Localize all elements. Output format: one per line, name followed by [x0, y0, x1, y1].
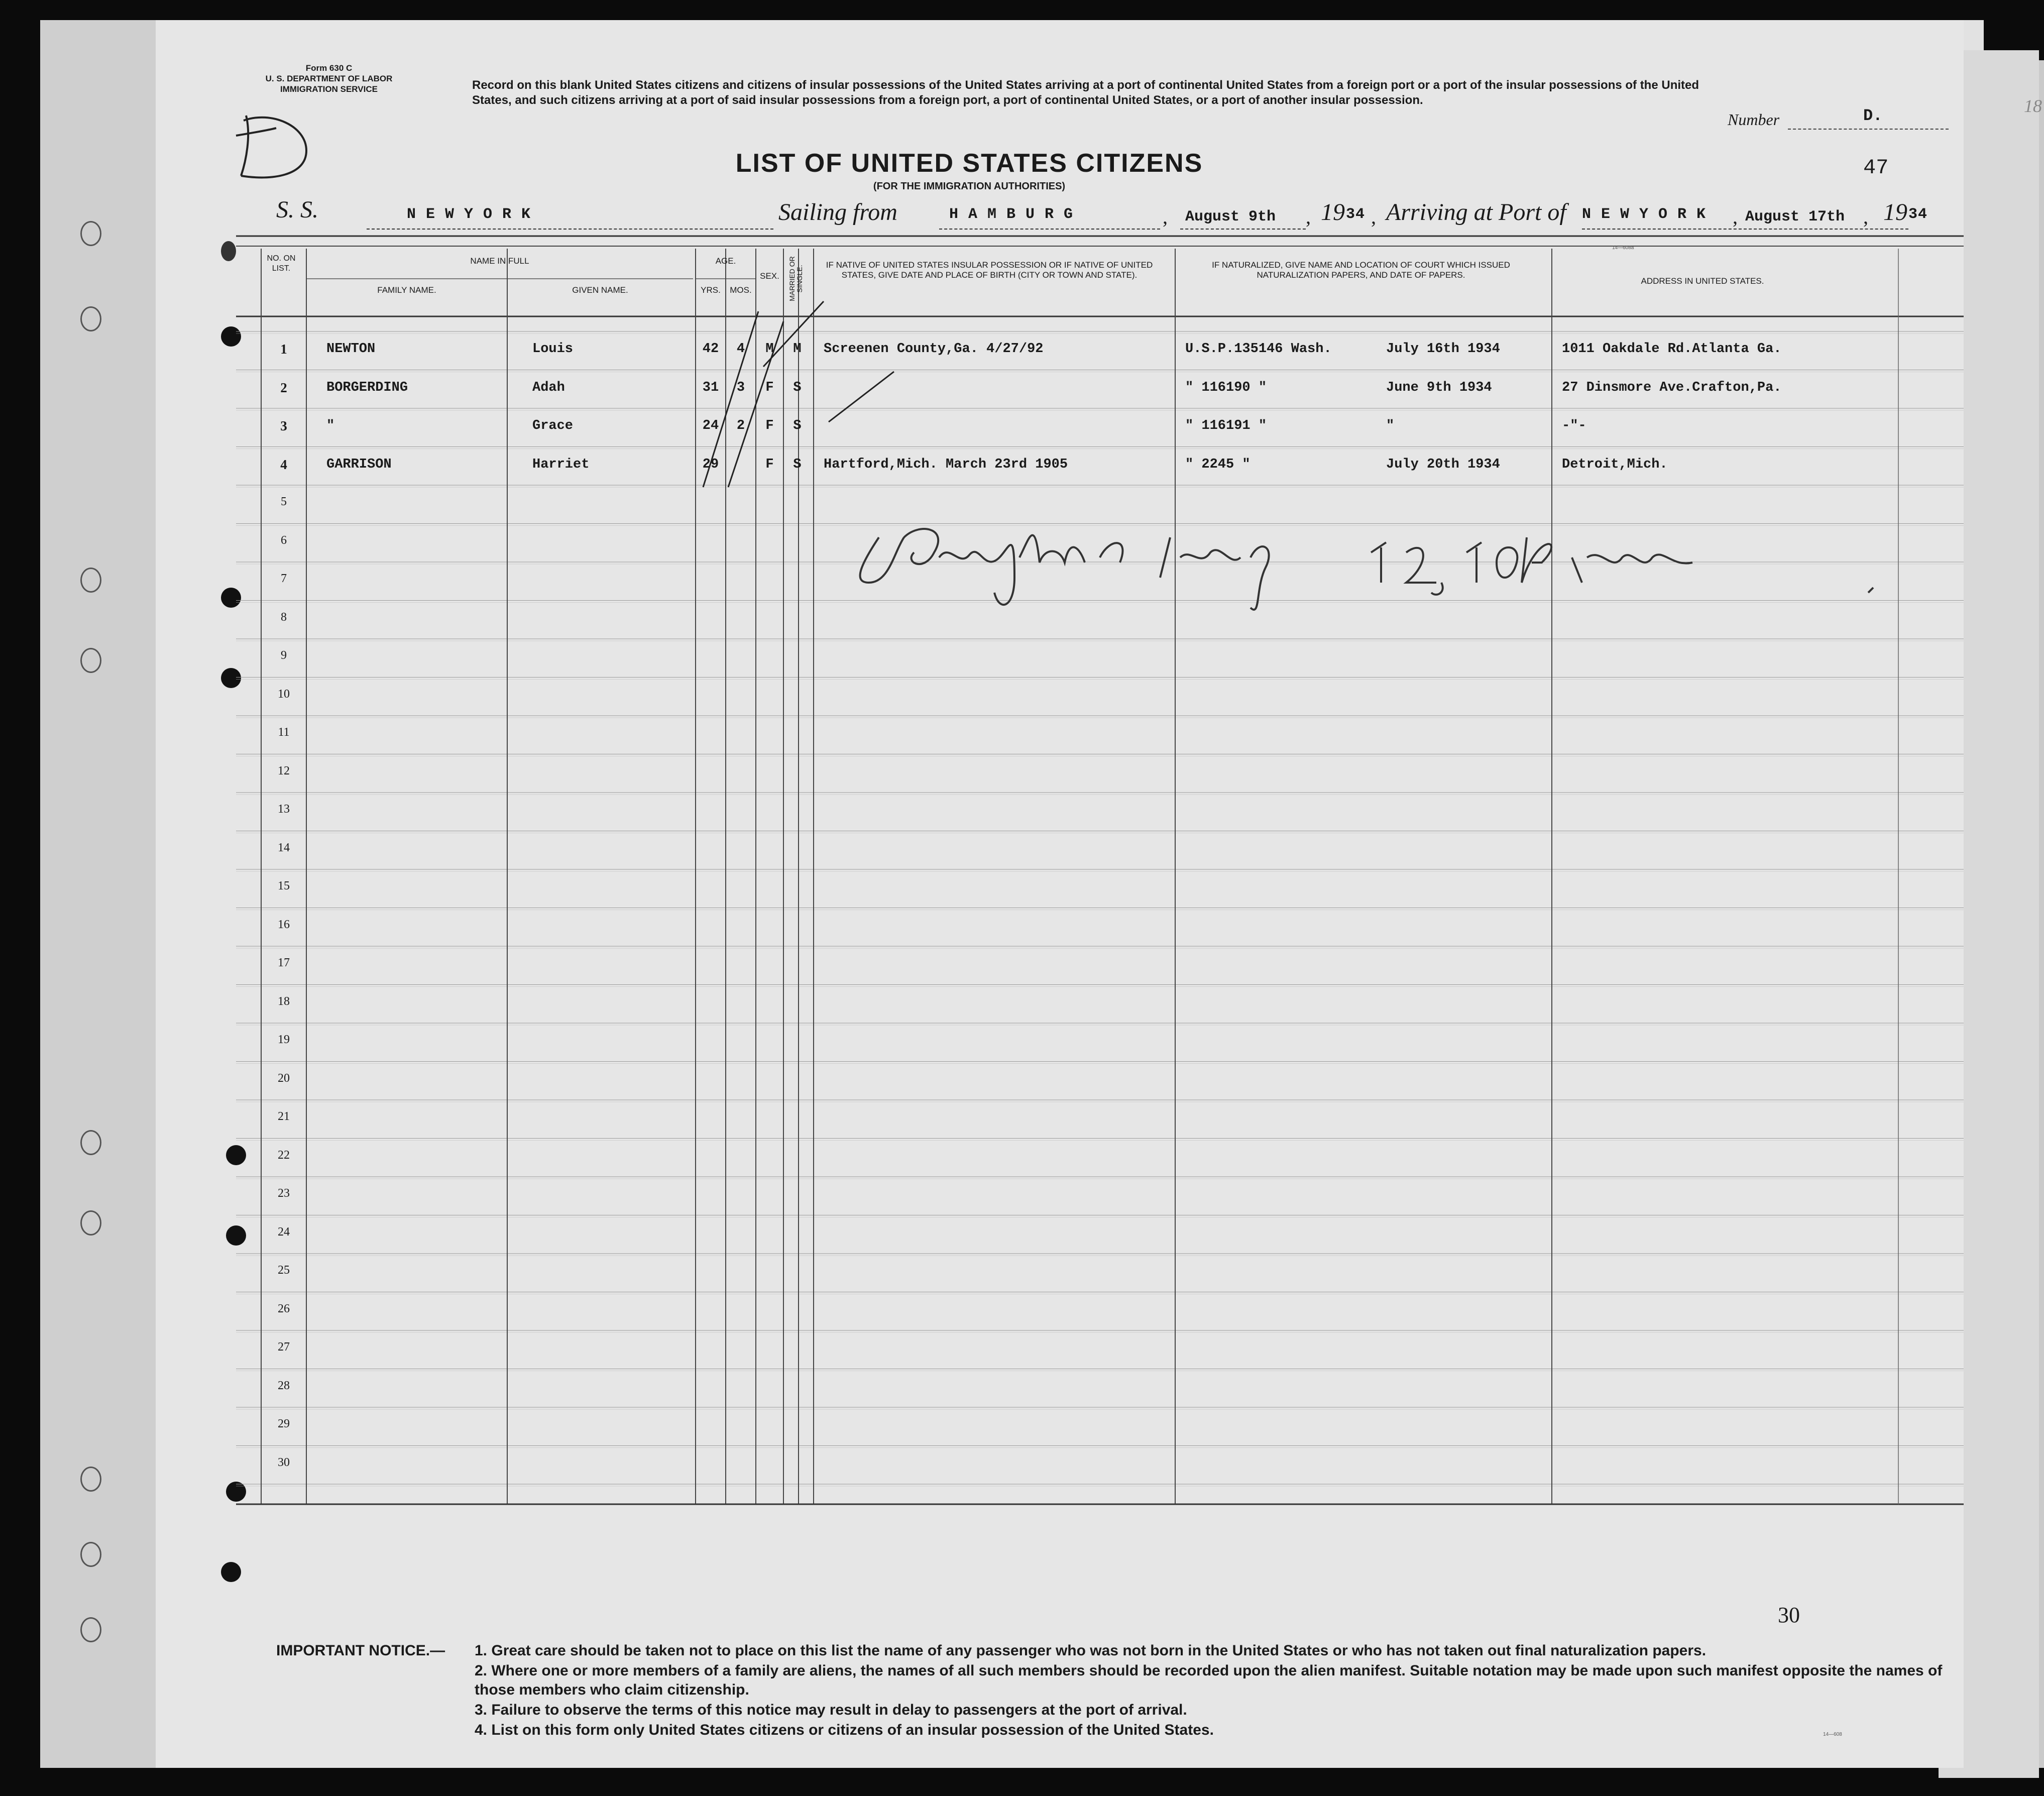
- naturalization-date: July 20th 1934: [1386, 457, 1500, 472]
- naturalization-number: " 116191 ": [1185, 418, 1267, 433]
- comma: ,: [1163, 205, 1168, 228]
- instruction-text: Record on this blank United States citizens and citizens of insular possessions of the United States arriving at a port of continental United States from a foreign port or a port of the insular possessions of the United States, and such citizens arriving at a port of said insular possessions from a foreign port, a port of continental United States, or a port of another insular possession.: [472, 78, 1699, 107]
- row-number: 22: [278, 1148, 290, 1162]
- row-number: 9: [281, 649, 287, 662]
- header-address: ADDRESS IN UNITED STATES.: [1641, 276, 1764, 286]
- age-years: 42: [702, 342, 719, 357]
- sex: F: [765, 380, 774, 395]
- age-months: 4: [736, 342, 745, 357]
- given-name: Harriet: [532, 457, 590, 472]
- us-address: 27 Dinsmore Ave.Crafton,Pa.: [1562, 380, 1782, 395]
- manifest-sheet: [156, 20, 2042, 1768]
- row-number: 16: [278, 918, 290, 931]
- row-number: 21: [278, 1110, 290, 1123]
- age-years: 29: [702, 457, 719, 472]
- pen-stroke: [824, 367, 899, 427]
- naturalization-number: " 116190 ": [1185, 380, 1267, 395]
- row-number: 10: [278, 687, 290, 701]
- header-name-in-full: NAME IN FULL: [470, 256, 529, 266]
- marital-status: S: [793, 457, 802, 472]
- comma: ,: [1306, 205, 1311, 228]
- comma: ,: [1863, 205, 1868, 228]
- margin-pencil-mark: 18: [2024, 96, 2042, 116]
- header-given-name: GIVEN NAME.: [572, 285, 628, 295]
- age-years: 24: [702, 418, 719, 433]
- binding-ring: [80, 1542, 101, 1567]
- sail-year-prefix: 19: [1321, 199, 1345, 226]
- sailing-from-label: Sailing from: [778, 199, 897, 226]
- binding-strip: [40, 20, 156, 1768]
- naturalization-number: U.S.P.135146 Wash.: [1185, 342, 1332, 357]
- row-number: 6: [281, 533, 287, 547]
- row-number: 13: [278, 803, 290, 816]
- sex: M: [765, 342, 774, 357]
- age-years: 31: [702, 380, 719, 395]
- arrival-port: N E W Y O R K: [1582, 206, 1707, 223]
- family-name: NEWTON: [326, 342, 376, 357]
- row-number: 25: [278, 1264, 290, 1277]
- binding-ring: [80, 1210, 101, 1236]
- header-sex: SEX.: [760, 271, 779, 281]
- header-native-insular: IF NATIVE OF UNITED STATES INSULAR POSSESSION OR IF NATIVE OF UNITED STATES, GIVE DATE AND PLACE OF BIRTH (CITY OR TOWN AND STATE).: [826, 260, 1153, 280]
- sheet-number: 30: [1778, 1603, 1800, 1627]
- us-address: 1011 Oakdale Rd.Atlanta Ga.: [1562, 342, 1782, 357]
- service-name: IMMIGRATION SERVICE: [280, 84, 378, 94]
- number-value: D.: [1863, 106, 1883, 125]
- family-name: ": [326, 418, 335, 433]
- number-label: Number: [1728, 110, 1780, 129]
- notice-items: [475, 1641, 1946, 1740]
- form-number: Form 630 C: [305, 63, 353, 73]
- marital-status: S: [793, 418, 802, 433]
- row-number: 17: [278, 956, 290, 969]
- ship-name: N E W Y O R K: [407, 206, 531, 223]
- header-family-name: FAMILY NAME.: [377, 285, 436, 295]
- row-number: 2: [280, 380, 287, 395]
- top-print-code: 14—608a: [1612, 245, 1634, 251]
- department-name: U. S. DEPARTMENT OF LABOR: [265, 74, 393, 83]
- page-number: 47: [1863, 156, 1889, 180]
- arriving-label: Arriving at Port of: [1386, 199, 1566, 226]
- binding-ring: [80, 1617, 101, 1642]
- bottom-print-code: 14—608: [1823, 1732, 1842, 1737]
- header-mos: MOS.: [730, 285, 752, 295]
- row-number: 20: [278, 1071, 290, 1085]
- comma: ,: [1371, 205, 1376, 228]
- family-name: BORGERDING: [326, 380, 408, 395]
- family-name: GARRISON: [326, 457, 392, 472]
- page-title: LIST OF UNITED STATES CITIZENS: [735, 149, 1203, 178]
- comma: ,: [1733, 205, 1738, 228]
- row-number: 14: [278, 841, 290, 854]
- age-months: 2: [736, 418, 745, 433]
- ss-label: S. S.: [276, 196, 318, 223]
- binding-ring: [80, 221, 101, 246]
- naturalization-number: " 2245 ": [1185, 457, 1251, 472]
- row-number: 11: [278, 726, 290, 739]
- naturalization-date: ": [1386, 418, 1395, 433]
- page-subtitle: (FOR THE IMMIGRATION AUTHORITIES): [873, 181, 1066, 192]
- row-number: 8: [281, 610, 287, 624]
- us-address: Detroit,Mich.: [1562, 457, 1668, 472]
- sex: F: [765, 418, 774, 433]
- row-number: 26: [278, 1302, 290, 1315]
- notice-item: 3. Failure to observe the terms of this notice may result in delay to passengers at the port of arrival.: [475, 1702, 1187, 1718]
- from-port: H A M B U R G: [949, 206, 1074, 223]
- binding-ring: [80, 1130, 101, 1155]
- header-naturalized: IF NATURALIZED, GIVE NAME AND LOCATION OF COURT WHICH ISSUED NATURALIZATION PAPERS, AND DATE OF PAPERS.: [1212, 260, 1510, 280]
- row-number: 1: [280, 342, 287, 357]
- inspector-signature: [849, 507, 1833, 623]
- document-page: [40, 20, 2042, 1768]
- row-number: 18: [278, 994, 290, 1008]
- sex: F: [765, 457, 774, 472]
- row-number: 15: [278, 879, 290, 892]
- row-number: 12: [278, 764, 290, 777]
- notice-item: 1. Great care should be taken not to place on this list the name of any passenger who was not born in the United States or who has not taken out final naturalization papers.: [475, 1642, 1707, 1659]
- row-number: 23: [278, 1187, 290, 1200]
- sail-date: August 9th: [1185, 208, 1276, 226]
- arrival-year-prefix: 19: [1883, 199, 1907, 226]
- row-number: 28: [278, 1379, 290, 1392]
- row-number: 5: [281, 495, 287, 508]
- header-no-on-list: NO. ON LIST.: [267, 254, 296, 273]
- row-number: 4: [280, 457, 287, 472]
- header-yrs: YRS.: [701, 285, 721, 295]
- row-number: 7: [281, 572, 287, 585]
- sail-year: 34: [1346, 206, 1366, 223]
- header-married-or-single: MARRIED OR SINGLE.: [788, 256, 804, 301]
- row-number: 29: [278, 1417, 290, 1430]
- given-name: Grace: [532, 418, 574, 433]
- arrival-year: 34: [1908, 206, 1928, 223]
- pen-strokes: [698, 301, 829, 492]
- birth-place-date: Hartford,Mich. March 23rd 1905: [824, 457, 1068, 472]
- age-months: 3: [736, 380, 745, 395]
- row-number: 27: [278, 1340, 290, 1354]
- header-age: AGE.: [715, 256, 736, 266]
- arrival-date: August 17th: [1745, 208, 1845, 226]
- row-number: 24: [278, 1225, 290, 1239]
- given-name: Louis: [532, 342, 574, 357]
- us-address: -"-: [1562, 418, 1586, 433]
- given-name: Adah: [532, 380, 565, 395]
- notice-item: 4. List on this form only United States citizens or citizens of an insular possession of the United States.: [475, 1722, 1214, 1738]
- binding-ring: [80, 306, 101, 331]
- naturalization-date: June 9th 1934: [1386, 380, 1492, 395]
- binding-ring: [80, 1467, 101, 1492]
- marital-status: M: [793, 342, 802, 357]
- binding-ring: [80, 568, 101, 593]
- row-number: 19: [278, 1033, 290, 1046]
- notice-heading: IMPORTANT NOTICE.—: [276, 1642, 445, 1659]
- birth-place-date: Screenen County,Ga. 4/27/92: [824, 342, 1044, 357]
- notice-item: 2. Where one or more members of a family are aliens, the names of all such members should be recorded upon the alien manifest. Suitable notation may be made upon such manifest opposite the names of those members who claim citizenship.: [475, 1662, 1943, 1698]
- row-number: 3: [280, 418, 287, 433]
- naturalization-date: July 16th 1934: [1386, 342, 1500, 357]
- binding-ring: [80, 648, 101, 673]
- marital-status: S: [793, 380, 802, 395]
- row-number: 30: [278, 1455, 290, 1469]
